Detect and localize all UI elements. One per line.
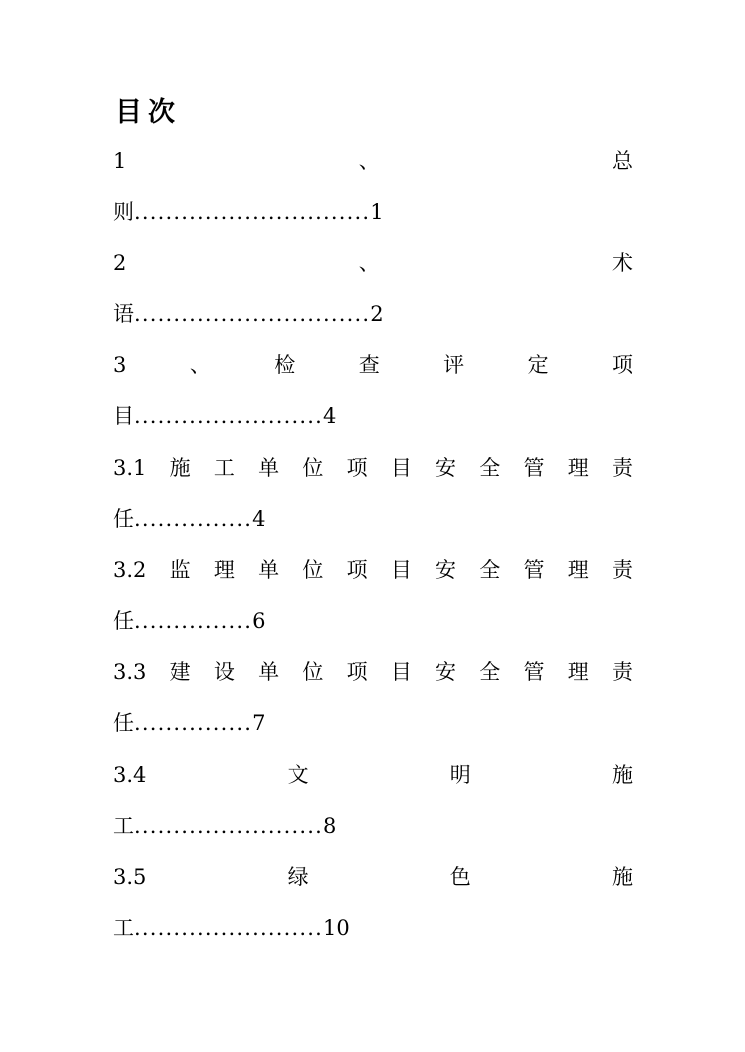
toc-char: 管 <box>523 456 545 480</box>
toc-char: 安 <box>435 558 457 582</box>
toc-page-number: 8 <box>323 814 337 838</box>
toc-entry-1-head[interactable] <box>113 146 633 176</box>
toc-char: 全 <box>479 660 501 684</box>
toc-char: 总 <box>612 149 633 173</box>
toc-char: 位 <box>302 660 324 684</box>
toc-char: 1 <box>113 149 127 173</box>
toc-char: 安 <box>435 456 457 480</box>
toc-entry-3-2-head[interactable] <box>113 555 633 585</box>
toc-char: 2 <box>113 251 127 275</box>
toc-char: 项 <box>612 353 633 377</box>
toc-char: 绿 <box>287 865 309 889</box>
toc-leader-dots: .............................. <box>134 302 371 326</box>
toc-char: 理 <box>567 558 589 582</box>
toc-tail-text: 工 <box>113 814 134 838</box>
toc-char: 明 <box>449 763 471 787</box>
toc-leader-dots: ............... <box>134 507 253 531</box>
toc-tail-text: 任 <box>113 711 134 735</box>
toc-char: 责 <box>611 660 633 684</box>
toc-char: 理 <box>213 558 235 582</box>
toc-page-number: 4 <box>252 507 266 531</box>
toc-char: 评 <box>443 353 465 377</box>
toc-char: 理 <box>567 456 589 480</box>
toc-char: 管 <box>523 660 545 684</box>
toc-entry-3-head[interactable] <box>113 350 633 380</box>
toc-page-number: 10 <box>323 916 350 940</box>
toc-char: 检 <box>274 353 296 377</box>
toc-char: 设 <box>213 660 235 684</box>
toc-char: 施 <box>169 456 191 480</box>
toc-leader-dots: .............................. <box>134 200 371 224</box>
toc-page-number: 2 <box>370 302 384 326</box>
toc-char: 项 <box>346 558 368 582</box>
toc-char: 、 <box>189 353 211 377</box>
toc-char: 单 <box>258 660 280 684</box>
toc-char: 管 <box>523 558 545 582</box>
toc-tail-text: 工 <box>113 916 134 940</box>
toc-char: 、 <box>358 149 380 173</box>
toc-entry-3-tail[interactable] <box>113 401 633 431</box>
toc-page-number: 4 <box>323 404 337 428</box>
toc-entry-3-4-head[interactable] <box>113 760 633 790</box>
toc-char: 位 <box>302 558 324 582</box>
toc-entry-3-5-tail[interactable] <box>113 913 633 943</box>
toc-char: 目 <box>390 456 412 480</box>
toc-leader-dots: ........................ <box>134 814 324 838</box>
toc-char: 安 <box>435 660 457 684</box>
toc-char: 单 <box>258 558 280 582</box>
toc-char: 位 <box>302 456 324 480</box>
toc-entry-3-3-head[interactable] <box>113 657 633 687</box>
toc-char: 工 <box>213 456 235 480</box>
toc-char: 术 <box>612 251 633 275</box>
toc-entry-2-tail[interactable] <box>113 299 633 329</box>
toc-char: 项 <box>346 456 368 480</box>
toc-char: 责 <box>611 558 633 582</box>
toc-entry-3-1-head[interactable] <box>113 453 633 483</box>
toc-char: 3.5 <box>113 865 147 889</box>
toc-char: 色 <box>449 865 471 889</box>
toc-char: 施 <box>611 865 633 889</box>
page-title: 目次 <box>115 97 181 128</box>
toc-char: 3 <box>113 353 127 377</box>
toc-char: 目 <box>390 660 412 684</box>
toc-char: 目 <box>390 558 412 582</box>
toc-leader-dots: ............... <box>134 609 253 633</box>
toc-leader-dots: ........................ <box>134 916 324 940</box>
toc-entry-3-5-head[interactable] <box>113 862 633 892</box>
toc-entry-3-2-tail[interactable] <box>113 606 633 636</box>
toc-char: 建 <box>169 660 191 684</box>
toc-char: 项 <box>346 660 368 684</box>
toc-char: 理 <box>567 660 589 684</box>
toc-char: 查 <box>358 353 380 377</box>
toc-char: 定 <box>527 353 549 377</box>
toc-char: 3.2 <box>113 558 147 582</box>
toc-entry-1-tail[interactable] <box>113 197 633 227</box>
toc-tail-text: 语 <box>113 302 134 326</box>
toc-tail-text: 则 <box>113 200 134 224</box>
toc-char: 施 <box>611 763 633 787</box>
toc-page-number: 1 <box>370 200 384 224</box>
toc-entry-3-1-tail[interactable] <box>113 504 633 534</box>
toc-tail-text: 目 <box>113 404 134 428</box>
toc-entry-2-head[interactable] <box>113 248 633 278</box>
toc-tail-text: 任 <box>113 609 134 633</box>
toc-char: 单 <box>258 456 280 480</box>
toc-char: 全 <box>479 456 501 480</box>
toc-page-number: 6 <box>252 609 266 633</box>
toc-entry-3-4-tail[interactable] <box>113 811 633 841</box>
toc-char: 全 <box>479 558 501 582</box>
toc-leader-dots: ........................ <box>134 404 324 428</box>
toc-char: 3.3 <box>113 660 147 684</box>
toc-char: 责 <box>611 456 633 480</box>
toc-char: 监 <box>169 558 191 582</box>
toc-tail-text: 任 <box>113 507 134 531</box>
toc-char: 、 <box>358 251 380 275</box>
toc-leader-dots: ............... <box>134 711 253 735</box>
toc-page-number: 7 <box>252 711 266 735</box>
toc-char: 文 <box>287 763 309 787</box>
toc-char: 3.4 <box>113 763 147 787</box>
toc-char: 3.1 <box>113 456 147 480</box>
toc-entry-3-3-tail[interactable] <box>113 708 633 738</box>
